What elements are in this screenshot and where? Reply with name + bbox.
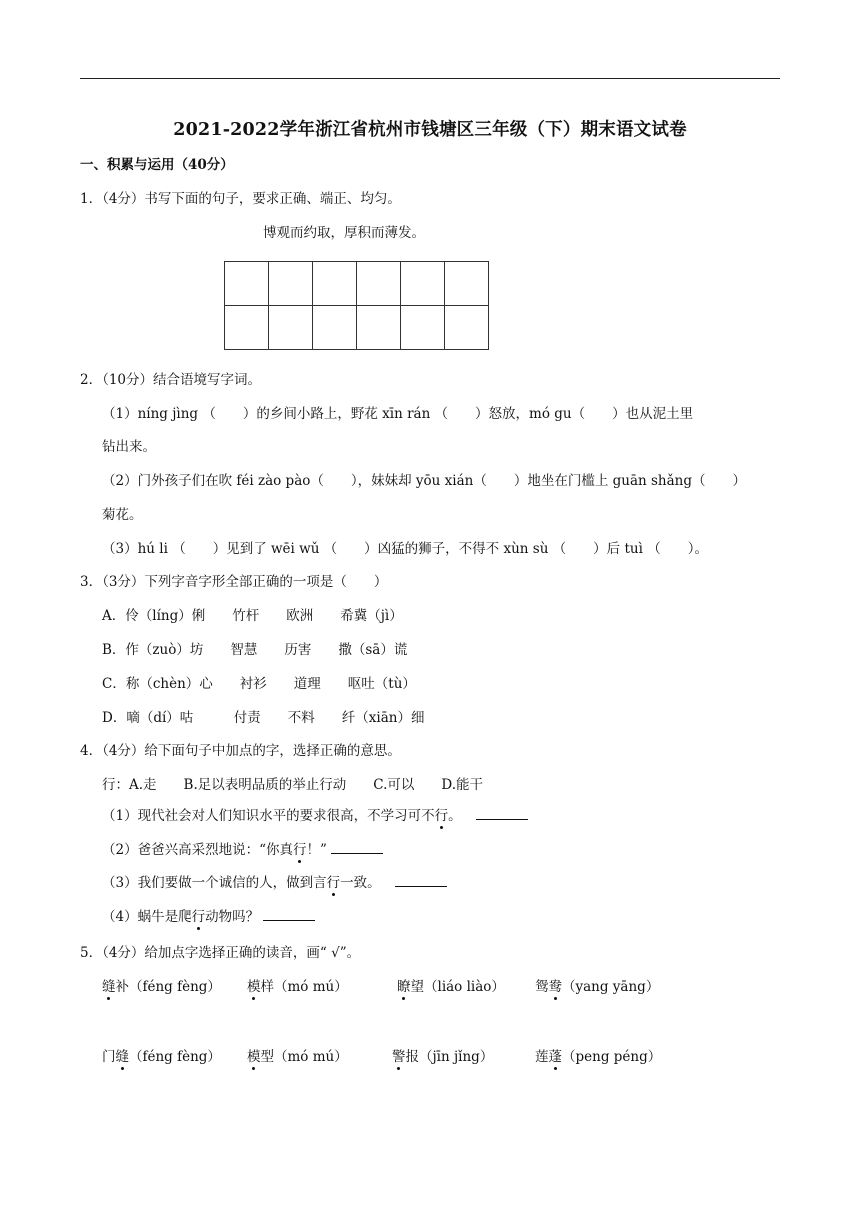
- q2-part2-line2: 菊花。: [102, 507, 143, 523]
- dotted-char: 行: [434, 808, 449, 824]
- q2-part3: （3）hú li （ ）见到了 wēi wǔ （ ）凶猛的狮子，不得不 xùn sù （ ）后 tuì （ ）。: [102, 541, 708, 557]
- exam-title: 2021-2022学年浙江省杭州市钱塘区三年级（下）期末语文试卷: [173, 120, 687, 140]
- q3-option-d[interactable]: D．嘀（dí）咕 付责 不料 纤（xiān）细: [102, 710, 425, 726]
- q5-stem: 5．（4分）给加点字选择正确的读音，画“ √”。: [80, 945, 361, 961]
- q4-stem: 4．（4分）给下面句子中加点的字，选择正确的意思。: [80, 743, 401, 759]
- q5-item[interactable]: 警报（jīn jǐng）: [392, 1049, 494, 1065]
- q3-stem: 3．（3分）下列字音字形全部正确的一项是（ ）: [80, 574, 388, 590]
- answer-blank[interactable]: [263, 906, 315, 921]
- q2-part1-line1: （1）níng jìng （ ）的乡间小路上，野花 xīn rán （ ）怒放，mó gu（ ）也从泥土里: [102, 406, 694, 422]
- q1-sentence: 博观而约取，厚积而薄发。: [263, 225, 425, 241]
- q2-part1-line2: 钻出来。: [102, 439, 156, 455]
- dotted-char: 行: [326, 875, 341, 891]
- q4-sentence-3: （3）我们要做一个诚信的人，做到言行一致。: [102, 872, 447, 893]
- q5-item[interactable]: 门缝（féng fèng）: [102, 1049, 221, 1065]
- dotted-char: 行: [293, 842, 307, 858]
- q4-meanings: 行：A.走 B.足以表明品质的举止行动 C.可以 D.能干: [102, 777, 484, 793]
- q3-option-a[interactable]: A．伶（líng）俐 竹杆 欧洲 希冀（jì）: [102, 608, 403, 624]
- answer-blank[interactable]: [331, 839, 383, 854]
- q5-item[interactable]: 模样（mó mú）: [247, 979, 348, 995]
- q3-option-b[interactable]: B．作（zuò）坊 智慧 历害 撒（sā）谎: [102, 642, 408, 658]
- writing-grid[interactable]: [224, 261, 489, 350]
- header-rule: [80, 78, 780, 79]
- q5-item[interactable]: 鸳鸯（yang yāng）: [535, 979, 660, 995]
- q2-part2-line1: （2）门外孩子们在吹 féi zào pào（ ），妹妹却 yōu xián（ ）地坐在门槛上 guān shǎng（ ）: [102, 473, 746, 489]
- q3-option-c[interactable]: C．称（chèn）心 衬衫 道理 呕吐（tù）: [102, 676, 416, 692]
- q5-item[interactable]: 瞭望（liáo liào）: [397, 979, 505, 995]
- q2-stem: 2．（10分）结合语境写字词。: [80, 372, 262, 388]
- q5-item[interactable]: 莲蓬（peng péng）: [535, 1049, 662, 1065]
- dotted-char: 行: [191, 909, 206, 925]
- answer-blank[interactable]: [476, 805, 528, 820]
- q5-item[interactable]: 缝补（féng fèng）: [102, 979, 221, 995]
- q4-sentence-2: （2）爸爸兴高采烈地说：“你真行！”: [102, 839, 383, 860]
- q4-sentence-4: （4）蜗牛是爬行动物吗？: [102, 906, 315, 927]
- q4-sentence-1: （1）现代社会对人们知识水平的要求很高，不学习可不行。: [102, 805, 528, 826]
- section-heading: 一、积累与运用（40分）: [80, 157, 234, 173]
- q5-item[interactable]: 模型（mó mú）: [247, 1049, 348, 1065]
- answer-blank[interactable]: [395, 872, 447, 887]
- q1-stem: 1．（4分）书写下面的句子，要求正确、端正、均匀。: [80, 191, 401, 207]
